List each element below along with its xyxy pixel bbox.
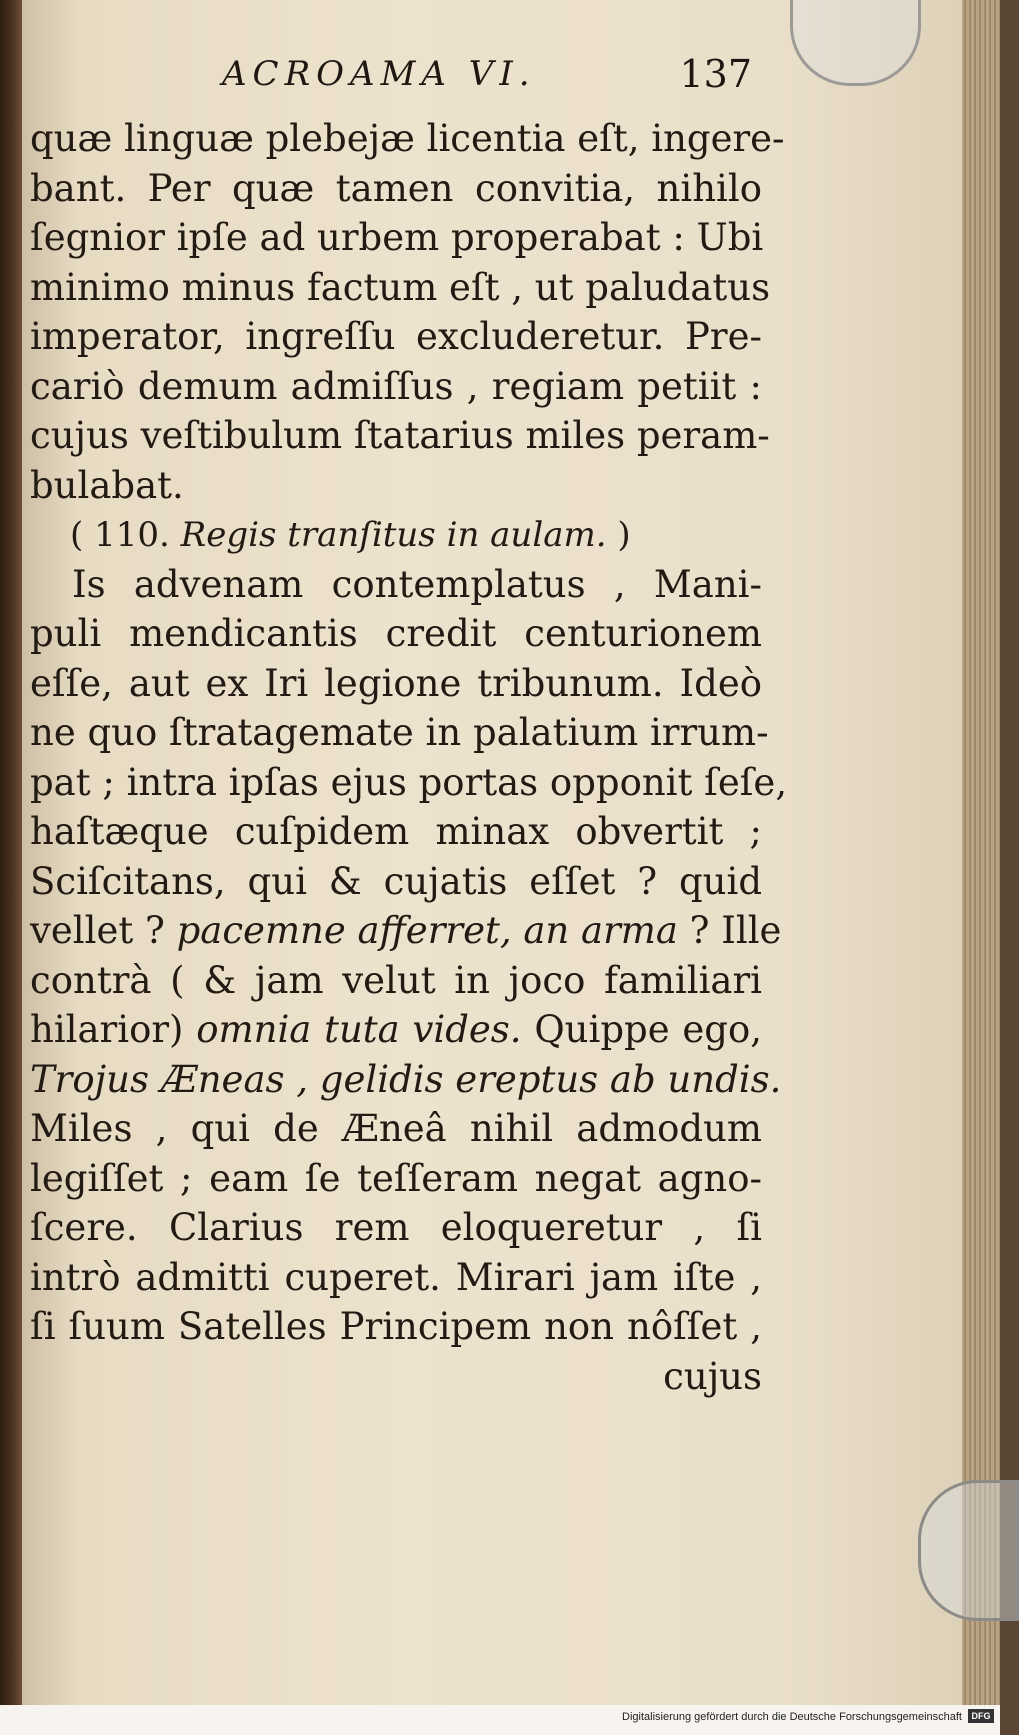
text-segment: bulabat. xyxy=(30,463,184,507)
text-line xyxy=(30,607,762,661)
text-segment: cujus veſtibulum ſtatarius miles peram- xyxy=(30,414,770,457)
text-segment: Sciſcitans, qui & cujatis eſſet ? quid xyxy=(30,859,762,903)
catchword: cujus xyxy=(663,1354,762,1398)
text-line xyxy=(30,657,762,711)
text-line xyxy=(30,805,762,859)
text-line xyxy=(30,904,782,958)
text-segment: Quippe ego, xyxy=(521,1008,762,1051)
text-segment: contrà ( & jam velut in joco familiari xyxy=(30,958,762,1002)
text-line xyxy=(30,1003,762,1057)
text-segment: ſcere. Clarius rem eloqueretur , ſi xyxy=(30,1206,762,1249)
page-edges xyxy=(962,0,1000,1705)
dfg-logo: DFG xyxy=(968,1709,994,1723)
text-line xyxy=(30,211,762,265)
text-segment: puli mendicantis credit centurionem xyxy=(30,612,762,655)
text-segment: ſegnior ipſe ad urbem properabat : Ubi xyxy=(30,216,764,259)
text-line xyxy=(30,360,762,414)
text-segment: vellet ? xyxy=(30,909,177,952)
text-line xyxy=(30,310,762,364)
text-line xyxy=(30,261,771,315)
page-number: 137 xyxy=(679,52,752,96)
text-line xyxy=(30,954,762,1008)
text-segment: quæ linguæ plebejæ licentia eſt, ingere- xyxy=(30,117,785,160)
text-segment: legiſſet ; eam ſe teſſeram negat agno- xyxy=(30,1156,762,1200)
text-segment: bant. Per quæ tamen convitia, nihilo xyxy=(30,166,762,210)
text-line xyxy=(30,706,769,760)
text-line xyxy=(30,1152,762,1206)
text-line xyxy=(30,1102,762,1156)
text-segment: ( 110. xyxy=(70,515,181,555)
text-line xyxy=(30,1053,782,1107)
text-line xyxy=(30,112,785,166)
running-title: ACROAMA VI. xyxy=(222,54,536,94)
text-line xyxy=(30,1300,762,1354)
text-segment: eſſe, aut ex Iri legione tribunum. Ideò xyxy=(30,661,762,705)
text-segment: ſi ſuum Satelles Principem non nôſſet , xyxy=(30,1305,762,1348)
text-segment: ne quo ſtratagemate in palatium irrum- xyxy=(30,711,769,754)
text-line xyxy=(30,855,762,909)
text-segment: pat ; intra ipſas ejus portas opponit ſeſe, xyxy=(30,760,788,804)
text-segment: Miles , qui de Æneâ nihil admodum xyxy=(30,1107,762,1150)
text-segment: minimo minus factum eſt , ut paludatus xyxy=(30,265,771,309)
page-header xyxy=(222,50,752,110)
digitization-credit: Digitalisierung gefördert durch die Deutsche Forschungsgemeinschaft xyxy=(622,1711,962,1723)
text-line xyxy=(30,1251,762,1305)
text-segment: imperator, ingreſſu excluderetur. Pre- xyxy=(30,315,762,358)
text-segment: intrò admitti cuperet. Mirari jam iſte , xyxy=(30,1255,762,1299)
text-line xyxy=(30,1201,762,1255)
text-segment: ) xyxy=(606,515,631,555)
text-line xyxy=(70,508,762,562)
text-segment: hilarior) xyxy=(30,1008,197,1051)
text-segment: ? Ille xyxy=(677,909,782,952)
text-line xyxy=(30,409,770,463)
scanner-clip-side xyxy=(918,1480,1019,1621)
italic-phrase: omnia tuta vides. xyxy=(196,1008,522,1051)
text-line xyxy=(72,558,762,612)
text-line xyxy=(30,162,762,216)
text-segment: cariò demum admiſſus , regiam petiit : xyxy=(30,364,762,408)
text-line xyxy=(30,756,788,810)
italic-phrase: Regis tranſitus in aulam. xyxy=(180,515,607,555)
italic-phrase: Trojus Æneas , gelidis ereptus ab undis. xyxy=(30,1057,782,1101)
text-line xyxy=(30,459,762,513)
text-segment: haſtæque cuſpidem minax obvertit ; xyxy=(30,810,762,853)
italic-phrase: pacemne afferret, an arma xyxy=(176,909,678,952)
text-segment: Is advenam contemplatus , Mani- xyxy=(72,562,762,606)
